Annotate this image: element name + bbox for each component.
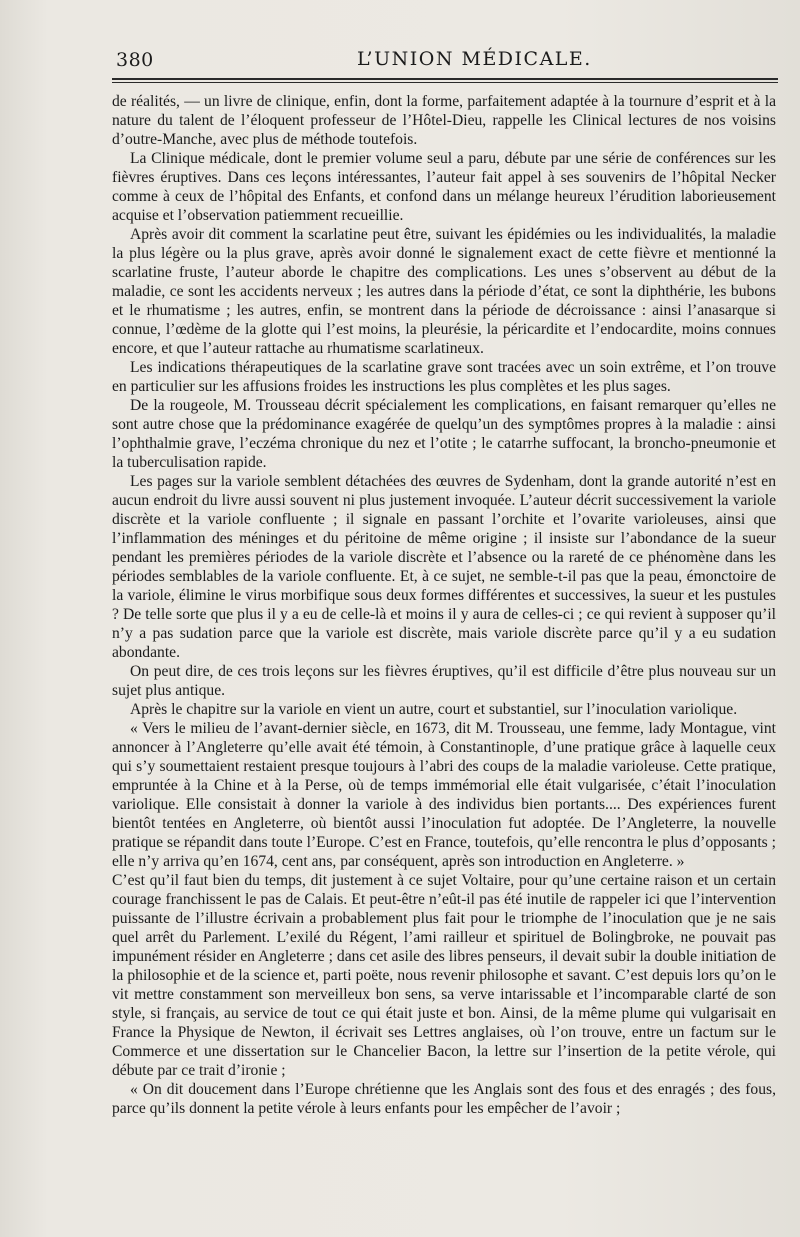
article-body: [112, 92, 776, 1118]
paragraph: Après le chapitre sur la variole en vient un autre, court et substantiel, sur l’inoculation variolique.: [130, 701, 738, 718]
header-rule: [112, 78, 778, 83]
page-header: [112, 44, 778, 74]
running-title: L’UNION MÉDICALE.: [357, 48, 592, 70]
quotation: « Vers le milieu de l’avant-dernier siècle, en 1673, dit M. Trousseau, une femme, lady Montague, vint annoncer à l’Angleterre qu’elle avait été témoin, à Constantinople, d’une pratique grâce à laquelle ceux qui s’y soumettaient restaient presque toujours à l’abri des coups de la maladie varioleuse. Cette pratique, empruntée à la Chine et à la Perse, où de temps immémorial elle était vulgarisée, c’était l’inoculation variolique. Elle consistait à donner la variole à des individus bien portants.... Des expériences furent bientôt tentées en Angleterre, où bientôt aussi l’inoculation fut adoptée. De l’Angleterre, la nouvelle pratique se répandit dans toute l’Europe. C’est en France, toutefois, qu’elle rencontra le plus d’opposants ; elle n’y arriva qu’en 1674, cent ans, par conséquent, après son introduction en Angleterre. »: [112, 720, 776, 870]
quotation: « On dit doucement dans l’Europe chrétienne que les Anglais sont des fous et des enragés ; des fous, parce qu’ils donnent la petite vérole à leurs enfants pour les empêcher de l’avoir ;: [112, 1081, 776, 1117]
paragraph: On peut dire, de ces trois leçons sur les fièvres éruptives, qu’il est difficile d’être plus nouveau sur un sujet plus antique.: [112, 663, 776, 699]
page-number: 380: [116, 49, 154, 71]
paragraph: La Clinique médicale, dont le premier volume seul a paru, débute par une série de conférences sur les fièvres éruptives. Dans ces leçons intéressantes, l’auteur fait appel à ses souvenirs de l’hôpital Necker comme à ceux de l’hôpital des Enfants, et confond dans un mélange heureux l’érudition laborieusement acquise et l’observation patiemment recueillie.: [112, 150, 776, 224]
paragraph: de réalités, — un livre de clinique, enfin, dont la forme, parfaitement adaptée à la tournure d’esprit et à la nature du talent de l’éloquent professeur de l’Hôtel-Dieu, rappelle les Clinical lectures de nos voisins d’outre-Manche, avec plus de méthode toutefois.: [112, 93, 776, 148]
paragraph: De la rougeole, M. Trousseau décrit spécialement les complications, en faisant remarquer qu’elles ne sont autre chose que la prédominance exagérée de quelqu’un des symptômes propres à la maladie : ainsi l’ophthalmie grave, l’eczéma chronique du nez et l’otite ; le catarrhe suffocant, la broncho-pneumonie et la tuberculisation rapide.: [112, 397, 776, 471]
paragraph: Les pages sur la variole semblent détachées des œuvres de Sydenham, dont la grande autorité n’est en aucun endroit du livre aussi souvent ni plus justement invoquée. L’auteur décrit successivement la variole discrète et la variole confluente ; il signale en passant l’orchite et l’ovarite varioleuses, ainsi que l’inflammation des méninges et du péritoine de même origine ; il insiste sur l’abondance de la sueur pendant les premières périodes de la variole discrète et l’absence ou la rareté de ce phénomène dans les périodes semblables de la variole confluente. Et, à ce sujet, ne semble-t-il pas que la peau, émonctoire de la variole, élimine le virus morbifique sous deux formes différentes et successives, la sueur et les pustules ? De telle sorte que plus il y a eu de celle-là et moins il y aura de celles-ci ; ce qui revient à supposer qu’il n’y a pas sudation parce que la variole est discrète, mais variole discrète parce qu’il y a eu sudation abondante.: [112, 473, 776, 661]
paragraph: C’est qu’il faut bien du temps, dit justement à ce sujet Voltaire, pour qu’une certaine raison et un certain courage franchissent le pas de Calais. Et peut-être n’eût-il pas été inutile de rappeler ici que l’intervention puissante de l’illustre écrivain a probablement plus fait pour le triomphe de l’inoculation que je ne sais quel arrêt du Parlement. L’exilé du Régent, l’ami railleur et spirituel de Bolingbroke, ne pouvait pas impunément résider en Angleterre ; dans cet asile des libres penseurs, il devait subir la double initiation de la philosophie et de la science et, parti poëte, nous revenir philosophe et savant. C’est depuis lors qu’on le vit mettre constamment son merveilleux bon sens, sa verve intarissable et l’incomparable clarté de son style, si français, au service de tout ce qui était juste et bon. Ainsi, de la même plume qui vulgarisait en France la Physique de Newton, il écrivait ses Lettres anglaises, où l’on trouve, entre un factum sur le Commerce et une dissertation sur le Chancelier Bacon, la lettre sur l’insertion de la petite vérole, qui débute par ce trait d’ironie ;: [112, 872, 776, 1079]
paragraph: Après avoir dit comment la scarlatine peut être, suivant les épidémies ou les individualités, la maladie la plus légère ou la plus grave, après avoir donné le signalement exact de cette fièvre et mentionné la scarlatine fruste, l’auteur aborde le chapitre des complications. Les unes s’observent au début de la maladie, ce sont les accidents nerveux ; les autres dans la période d’état, ce sont la diphthérie, les bubons et le rhumatisme ; les autres, enfin, se montrent dans la période de décroissance : ainsi l’anasarque si connue, l’œdème de la glotte qui l’est moins, la pleurésie, la péricardite et l’endocardite, moins connues encore, et que l’auteur rattache au rhumatisme scarlatineux.: [112, 226, 776, 357]
paragraph: Les indications thérapeutiques de la scarlatine grave sont tracées avec un soin extrême, et l’on trouve en particulier sur les affusions froides les instructions les plus complètes et les plus sages.: [112, 359, 776, 395]
